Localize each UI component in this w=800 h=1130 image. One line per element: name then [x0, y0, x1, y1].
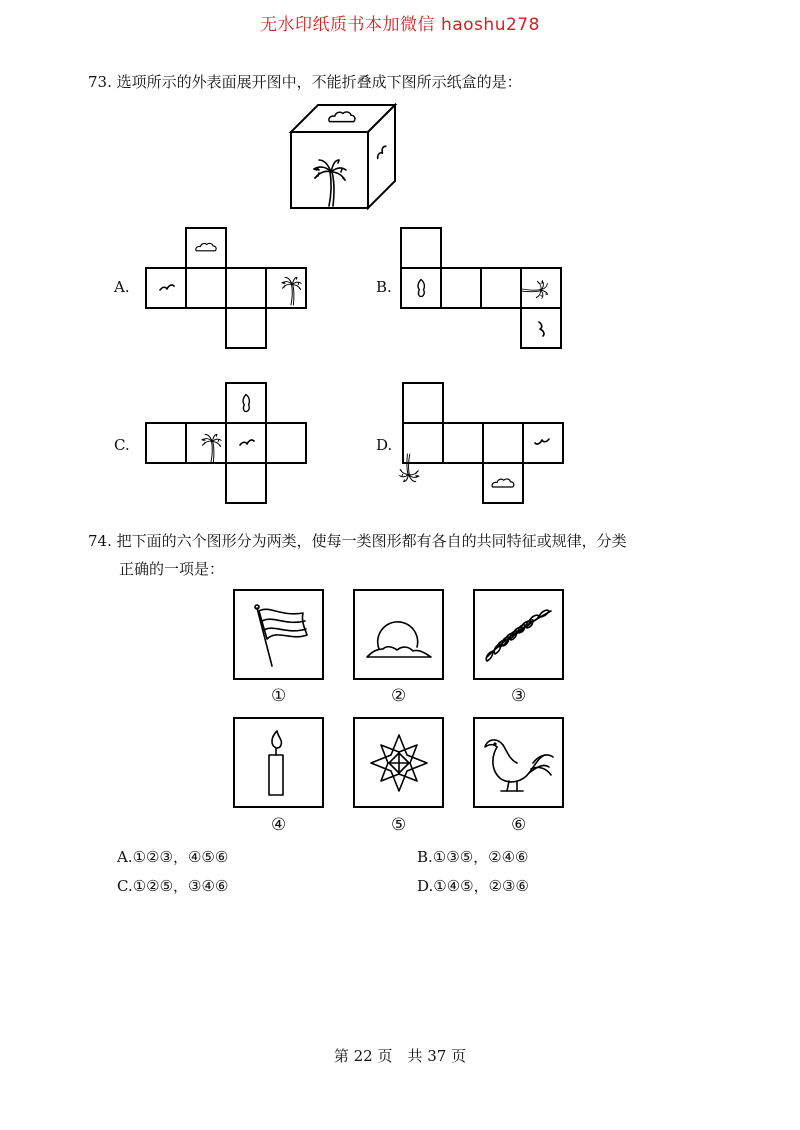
q73-option-a-label[interactable]: A.: [114, 278, 130, 296]
q74-figure-2: [353, 589, 445, 681]
q73-number: 73.: [88, 73, 112, 91]
q74-figure-6-mark: ⑥: [511, 815, 527, 835]
q74-answer-c-text: ①②⑤，③④⑥: [132, 877, 229, 895]
q74-answer-c-label: C.: [117, 877, 133, 895]
q74-answer-d-text: ①④⑤，②③⑥: [433, 877, 529, 895]
q74-stem-line1: [88, 528, 627, 554]
q74-figure-4-mark: ④: [271, 815, 287, 835]
q74-figure-6: [473, 717, 565, 809]
q73-option-c-net: [145, 382, 307, 504]
q74-answer-b-label: B.: [417, 848, 433, 866]
q74-text-line1: 把下面的六个图形分为两类，使每一类图形都有各自的共同特征或规律，分类: [116, 532, 627, 550]
q73-text: 选项所示的外表面展开图中，不能折叠成下图所示纸盒的是：: [116, 73, 522, 91]
q74-answer-c[interactable]: [117, 875, 228, 896]
page-footer: 第 22 页 共 37 页: [333, 1047, 467, 1065]
q73-stem: [88, 69, 522, 95]
q73-option-b-label[interactable]: B.: [376, 278, 392, 296]
watermark-text: 无水印纸质书本加微信 haoshu278: [260, 15, 540, 35]
q74-stem-line2: 正确的一项是：: [119, 560, 225, 578]
q73-cube-figure: [285, 95, 405, 215]
q74-figure-3-mark: ③: [511, 686, 527, 706]
q74-figure-2-mark: ②: [391, 686, 407, 706]
q74-answer-a-label: A.: [117, 848, 133, 866]
q73-option-d-label[interactable]: D.: [376, 436, 393, 454]
q74-answer-d[interactable]: [417, 875, 529, 896]
q73-option-d-net: [402, 382, 564, 504]
q74-answer-a-text: ①②③，④⑤⑥: [132, 848, 229, 866]
q74-answer-b[interactable]: [417, 846, 528, 867]
q74-figure-1: [233, 589, 325, 681]
q74-answer-b-text: ①③⑤，②④⑥: [432, 848, 529, 866]
q74-figure-4: [233, 717, 325, 809]
q74-figure-5-mark: ⑤: [391, 815, 407, 835]
q73-option-a-net: [145, 227, 307, 349]
q74-answer-a[interactable]: [117, 846, 228, 867]
q74-number: 74.: [88, 532, 112, 550]
q73-option-c-label[interactable]: C.: [114, 436, 130, 454]
q74-answer-d-label: D.: [417, 877, 434, 895]
q73-option-b-net: [400, 227, 562, 349]
q74-figure-5: [353, 717, 445, 809]
q74-figure-1-mark: ①: [271, 686, 287, 706]
q74-figure-3: [473, 589, 565, 681]
